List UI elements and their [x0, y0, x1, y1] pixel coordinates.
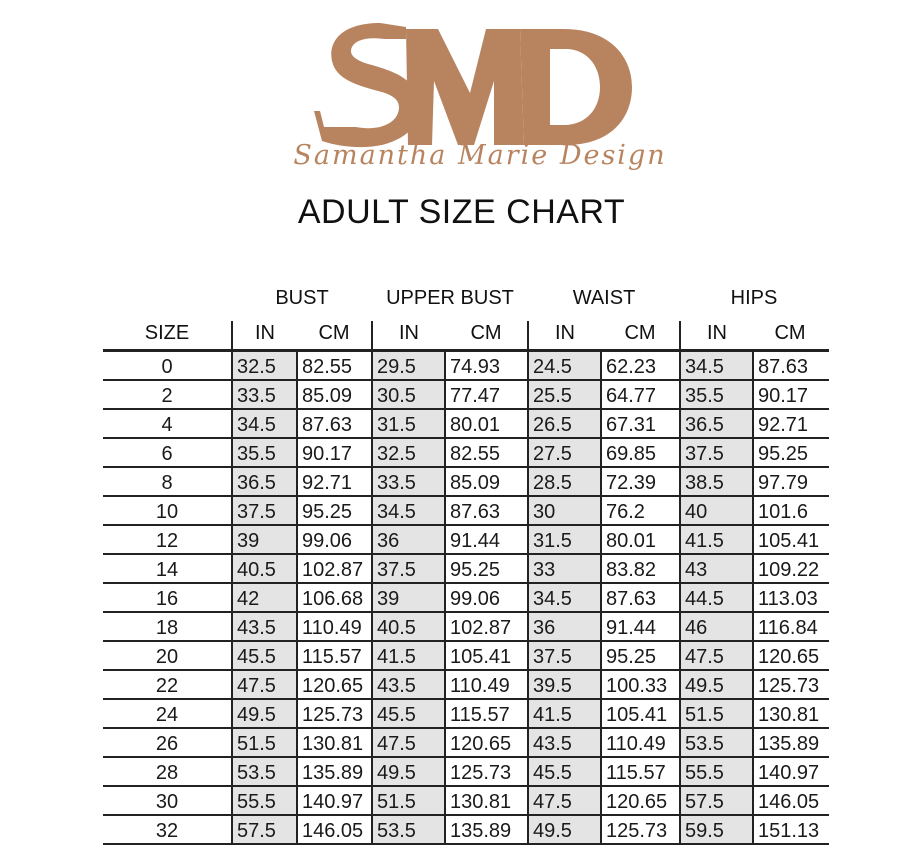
table-row [103, 381, 829, 410]
waist-cm-cell: 67.31 [600, 410, 679, 437]
hips-cm-cell: 90.17 [752, 381, 829, 408]
bust-in-cell: 34.5 [231, 410, 296, 437]
upper-bust-in-cell: 49.5 [371, 758, 444, 785]
hips-cm-cell: 140.97 [752, 758, 829, 785]
bust-cm-cell: 110.49 [296, 613, 371, 640]
hips-in-cell: 59.5 [679, 816, 752, 843]
waist-cm-cell: 72.39 [600, 468, 679, 495]
upper-bust-in-cell: 41.5 [371, 642, 444, 669]
header-divider [371, 321, 373, 351]
size-cell: 6 [161, 443, 173, 465]
waist-cm-cell: 69.85 [600, 439, 679, 466]
waist-in-cell: 33 [527, 555, 600, 582]
hips-cm-cell: 87.63 [752, 352, 829, 379]
header-divider [527, 321, 529, 351]
waist-cm-cell: 120.65 [600, 787, 679, 814]
size-cell: 16 [155, 588, 179, 610]
size-cell: 4 [161, 414, 173, 436]
bust-in-cell: 40.5 [231, 555, 296, 582]
waist-cm-cell: 125.73 [600, 816, 679, 843]
bust-in-cell: 33.5 [231, 381, 296, 408]
upper-bust-in-cell: 45.5 [371, 700, 444, 727]
waist-cm-cell: 100.33 [600, 671, 679, 698]
bust-in-cell: 43.5 [231, 613, 296, 640]
waist-in-cell: 36 [527, 613, 600, 640]
table-row [103, 555, 829, 584]
size-cell: 24 [155, 704, 179, 726]
waist-in-cell: 26.5 [527, 410, 600, 437]
hips-cm-cell: 135.89 [752, 729, 829, 756]
upper-bust-in-cell: 29.5 [371, 352, 444, 379]
waist-cm-header: CM [624, 322, 656, 344]
table-row [103, 352, 829, 381]
hips-cm-cell: 95.25 [752, 439, 829, 466]
hips-in-header: IN [707, 322, 727, 344]
size-cell: 0 [161, 356, 173, 378]
group-header-upper-bust: UPPER BUST [386, 287, 514, 309]
upper-bust-cm-cell: 99.06 [444, 584, 527, 611]
bust-cm-cell: 115.57 [296, 642, 371, 669]
bust-in-cell: 47.5 [231, 671, 296, 698]
size-cell: 32 [155, 820, 179, 842]
bust-cm-cell: 146.05 [296, 816, 371, 843]
upper-bust-in-cell: 43.5 [371, 671, 444, 698]
size-cell: 8 [161, 472, 173, 494]
bust-cm-cell: 87.63 [296, 410, 371, 437]
upper-bust-in-cell: 31.5 [371, 410, 444, 437]
bust-in-cell: 35.5 [231, 439, 296, 466]
group-header-hips: HIPS [730, 287, 778, 309]
hips-cm-cell: 130.81 [752, 700, 829, 727]
size-cell: 2 [161, 385, 173, 407]
header-divider [679, 321, 681, 351]
waist-cm-cell: 91.44 [600, 613, 679, 640]
bust-in-cell: 51.5 [231, 729, 296, 756]
bust-cm-cell: 85.09 [296, 381, 371, 408]
hips-cm-cell: 120.65 [752, 642, 829, 669]
table-row [103, 584, 829, 613]
bust-cm-cell: 135.89 [296, 758, 371, 785]
size-cell: 30 [155, 791, 179, 813]
upper-bust-cm-cell: 120.65 [444, 729, 527, 756]
page-title: ADULT SIZE CHART [297, 193, 626, 231]
upper-bust-in-cell: 33.5 [371, 468, 444, 495]
waist-in-cell: 30 [527, 497, 600, 524]
waist-cm-cell: 115.57 [600, 758, 679, 785]
upper-bust-in-header: IN [399, 322, 419, 344]
hips-in-cell: 40 [679, 497, 752, 524]
upper-bust-cm-cell: 85.09 [444, 468, 527, 495]
bust-cm-cell: 95.25 [296, 497, 371, 524]
table-row [103, 497, 829, 526]
hips-in-cell: 46 [679, 613, 752, 640]
hips-in-cell: 47.5 [679, 642, 752, 669]
group-header-bust: BUST [275, 287, 329, 309]
hips-cm-cell: 109.22 [752, 555, 829, 582]
waist-in-cell: 49.5 [527, 816, 600, 843]
size-cell: 28 [155, 762, 179, 784]
upper-bust-cm-cell: 102.87 [444, 613, 527, 640]
waist-in-cell: 41.5 [527, 700, 600, 727]
upper-bust-in-cell: 40.5 [371, 613, 444, 640]
waist-in-cell: 31.5 [527, 526, 600, 553]
hips-cm-cell: 113.03 [752, 584, 829, 611]
hips-in-cell: 55.5 [679, 758, 752, 785]
upper-bust-cm-cell: 77.47 [444, 381, 527, 408]
hips-in-cell: 57.5 [679, 787, 752, 814]
hips-in-cell: 41.5 [679, 526, 752, 553]
hips-in-cell: 44.5 [679, 584, 752, 611]
waist-in-cell: 25.5 [527, 381, 600, 408]
hips-in-cell: 34.5 [679, 352, 752, 379]
waist-cm-cell: 83.82 [600, 555, 679, 582]
waist-in-cell: 28.5 [527, 468, 600, 495]
hips-in-cell: 43 [679, 555, 752, 582]
waist-in-cell: 37.5 [527, 642, 600, 669]
hips-cm-cell: 105.41 [752, 526, 829, 553]
upper-bust-cm-header: CM [470, 322, 502, 344]
table-row [103, 439, 829, 468]
upper-bust-cm-cell: 91.44 [444, 526, 527, 553]
hips-in-cell: 38.5 [679, 468, 752, 495]
hips-cm-cell: 101.6 [752, 497, 829, 524]
bust-in-cell: 53.5 [231, 758, 296, 785]
table-row [103, 787, 829, 816]
upper-bust-cm-cell: 82.55 [444, 439, 527, 466]
size-cell: 20 [155, 646, 179, 668]
brand-logo [0, 0, 923, 190]
waist-in-header: IN [555, 322, 575, 344]
upper-bust-in-cell: 53.5 [371, 816, 444, 843]
upper-bust-in-cell: 32.5 [371, 439, 444, 466]
table-row [103, 700, 829, 729]
upper-bust-in-cell: 34.5 [371, 497, 444, 524]
upper-bust-cm-cell: 95.25 [444, 555, 527, 582]
upper-bust-cm-cell: 115.57 [444, 700, 527, 727]
table-row [103, 613, 829, 642]
table-row [103, 468, 829, 497]
hips-cm-cell: 97.79 [752, 468, 829, 495]
table-row [103, 526, 829, 555]
bust-cm-cell: 120.65 [296, 671, 371, 698]
waist-cm-cell: 80.01 [600, 526, 679, 553]
table-row [103, 816, 829, 845]
size-column-header: SIZE [144, 322, 190, 344]
waist-in-cell: 34.5 [527, 584, 600, 611]
waist-cm-cell: 64.77 [600, 381, 679, 408]
bust-cm-cell: 125.73 [296, 700, 371, 727]
bust-cm-header: CM [318, 322, 350, 344]
table-row [103, 729, 829, 758]
waist-in-cell: 43.5 [527, 729, 600, 756]
upper-bust-cm-cell: 105.41 [444, 642, 527, 669]
group-header-waist: WAIST [572, 287, 636, 309]
waist-cm-cell: 76.2 [600, 497, 679, 524]
bust-in-cell: 39 [231, 526, 296, 553]
waist-in-cell: 45.5 [527, 758, 600, 785]
table-row [103, 758, 829, 787]
upper-bust-cm-cell: 135.89 [444, 816, 527, 843]
upper-bust-cm-cell: 110.49 [444, 671, 527, 698]
table-row [103, 671, 829, 700]
upper-bust-cm-cell: 74.93 [444, 352, 527, 379]
bust-in-header: IN [255, 322, 275, 344]
bust-in-cell: 57.5 [231, 816, 296, 843]
upper-bust-cm-cell: 87.63 [444, 497, 527, 524]
bust-cm-cell: 106.68 [296, 584, 371, 611]
hips-in-cell: 53.5 [679, 729, 752, 756]
size-cell: 22 [155, 675, 179, 697]
upper-bust-cm-cell: 125.73 [444, 758, 527, 785]
bust-cm-cell: 140.97 [296, 787, 371, 814]
hips-in-cell: 37.5 [679, 439, 752, 466]
hips-in-cell: 51.5 [679, 700, 752, 727]
hips-cm-cell: 125.73 [752, 671, 829, 698]
waist-in-cell: 24.5 [527, 352, 600, 379]
size-cell: 26 [155, 733, 179, 755]
waist-cm-cell: 62.23 [600, 352, 679, 379]
bust-cm-cell: 130.81 [296, 729, 371, 756]
upper-bust-in-cell: 30.5 [371, 381, 444, 408]
upper-bust-cm-cell: 80.01 [444, 410, 527, 437]
upper-bust-in-cell: 37.5 [371, 555, 444, 582]
hips-cm-header: CM [774, 322, 806, 344]
hips-in-cell: 35.5 [679, 381, 752, 408]
size-cell: 12 [155, 530, 179, 552]
hips-cm-cell: 116.84 [752, 613, 829, 640]
bust-cm-cell: 82.55 [296, 352, 371, 379]
waist-cm-cell: 105.41 [600, 700, 679, 727]
header-divider [231, 321, 233, 351]
bust-in-cell: 45.5 [231, 642, 296, 669]
bust-cm-cell: 90.17 [296, 439, 371, 466]
smd-monogram-logo [310, 15, 640, 155]
bust-cm-cell: 92.71 [296, 468, 371, 495]
waist-in-cell: 27.5 [527, 439, 600, 466]
bust-cm-cell: 99.06 [296, 526, 371, 553]
size-cell: 18 [155, 617, 179, 639]
bust-cm-cell: 102.87 [296, 555, 371, 582]
upper-bust-in-cell: 51.5 [371, 787, 444, 814]
upper-bust-in-cell: 47.5 [371, 729, 444, 756]
bust-in-cell: 36.5 [231, 468, 296, 495]
hips-cm-cell: 92.71 [752, 410, 829, 437]
table-row [103, 642, 829, 671]
waist-cm-cell: 110.49 [600, 729, 679, 756]
bust-in-cell: 32.5 [231, 352, 296, 379]
upper-bust-in-cell: 39 [371, 584, 444, 611]
hips-cm-cell: 151.13 [752, 816, 829, 843]
waist-in-cell: 39.5 [527, 671, 600, 698]
upper-bust-in-cell: 36 [371, 526, 444, 553]
waist-cm-cell: 95.25 [600, 642, 679, 669]
bust-in-cell: 55.5 [231, 787, 296, 814]
brand-script-name: Samantha Marie Design [293, 140, 667, 171]
bust-in-cell: 37.5 [231, 497, 296, 524]
size-cell: 14 [155, 559, 179, 581]
waist-in-cell: 47.5 [527, 787, 600, 814]
hips-in-cell: 36.5 [679, 410, 752, 437]
upper-bust-cm-cell: 130.81 [444, 787, 527, 814]
bust-in-cell: 49.5 [231, 700, 296, 727]
waist-cm-cell: 87.63 [600, 584, 679, 611]
hips-in-cell: 49.5 [679, 671, 752, 698]
table-row [103, 410, 829, 439]
bust-in-cell: 42 [231, 584, 296, 611]
size-cell: 10 [155, 501, 179, 523]
hips-cm-cell: 146.05 [752, 787, 829, 814]
